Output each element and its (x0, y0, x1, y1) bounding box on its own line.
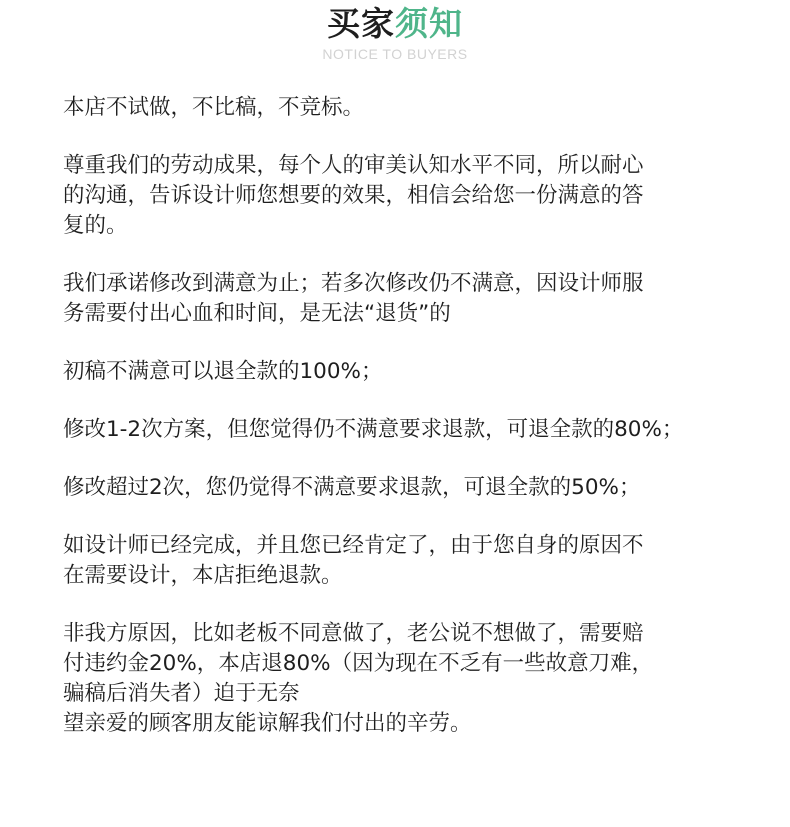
text-line: 如设计师已经完成，并且您已经肯定了，由于您自身的原因不 (63, 533, 644, 558)
paragraph-no-trial (63, 93, 763, 123)
text-line: 修改1-2次方案，但您觉得仍不满意要求退款，可退全款的80%； (63, 417, 684, 442)
notice-content (63, 93, 763, 739)
text-line: 尊重我们的劳动成果，每个人的审美认知水平不同，所以耐心 (63, 153, 644, 178)
paragraph-breach-penalty (63, 619, 763, 739)
text-line: 修改超过2次，您仍觉得不满意要求退款，可退全款的50%； (63, 475, 641, 500)
paragraph-refund-1-2-revisions (63, 415, 763, 445)
text-line: 骗稿后消失者）迫于无奈 (63, 681, 300, 706)
text-line: 我们承诺修改到满意为止；若多次修改仍不满意，因设计师服 (63, 271, 644, 296)
text-line: 付违约金20%，本店退80%（因为现在不乏有一些故意刀难， (63, 651, 654, 676)
paragraph-no-refund-completed (63, 531, 763, 591)
text-line: 在需要设计，本店拒绝退款。 (63, 563, 343, 588)
text-line: 初稿不满意可以退全款的100%； (63, 359, 383, 384)
paragraph-refund-over-2-revisions (63, 473, 763, 503)
text-line: 本店不试做，不比稿，不竞标。 (63, 95, 365, 120)
title-part-notice: 须知 (395, 4, 463, 43)
text-line: 务需要付出心血和时间，是无法“退货”的 (63, 301, 451, 326)
notice-header (0, 0, 790, 62)
paragraph-respect-work (63, 151, 763, 241)
text-line: 的沟通，告诉设计师您想要的效果，相信会给您一份满意的答 (63, 183, 644, 208)
page-subtitle: NOTICE TO BUYERS (322, 46, 468, 62)
text-line: 复的。 (63, 213, 128, 238)
paragraph-revision-promise (63, 269, 763, 329)
paragraph-refund-first-draft (63, 357, 763, 387)
text-line: 望亲爱的顾客朋友能谅解我们付出的辛劳。 (63, 711, 472, 736)
text-line: 非我方原因，比如老板不同意做了，老公说不想做了，需要赔 (63, 621, 644, 646)
page-title (0, 6, 790, 42)
title-part-buyer: 买家 (327, 4, 395, 43)
